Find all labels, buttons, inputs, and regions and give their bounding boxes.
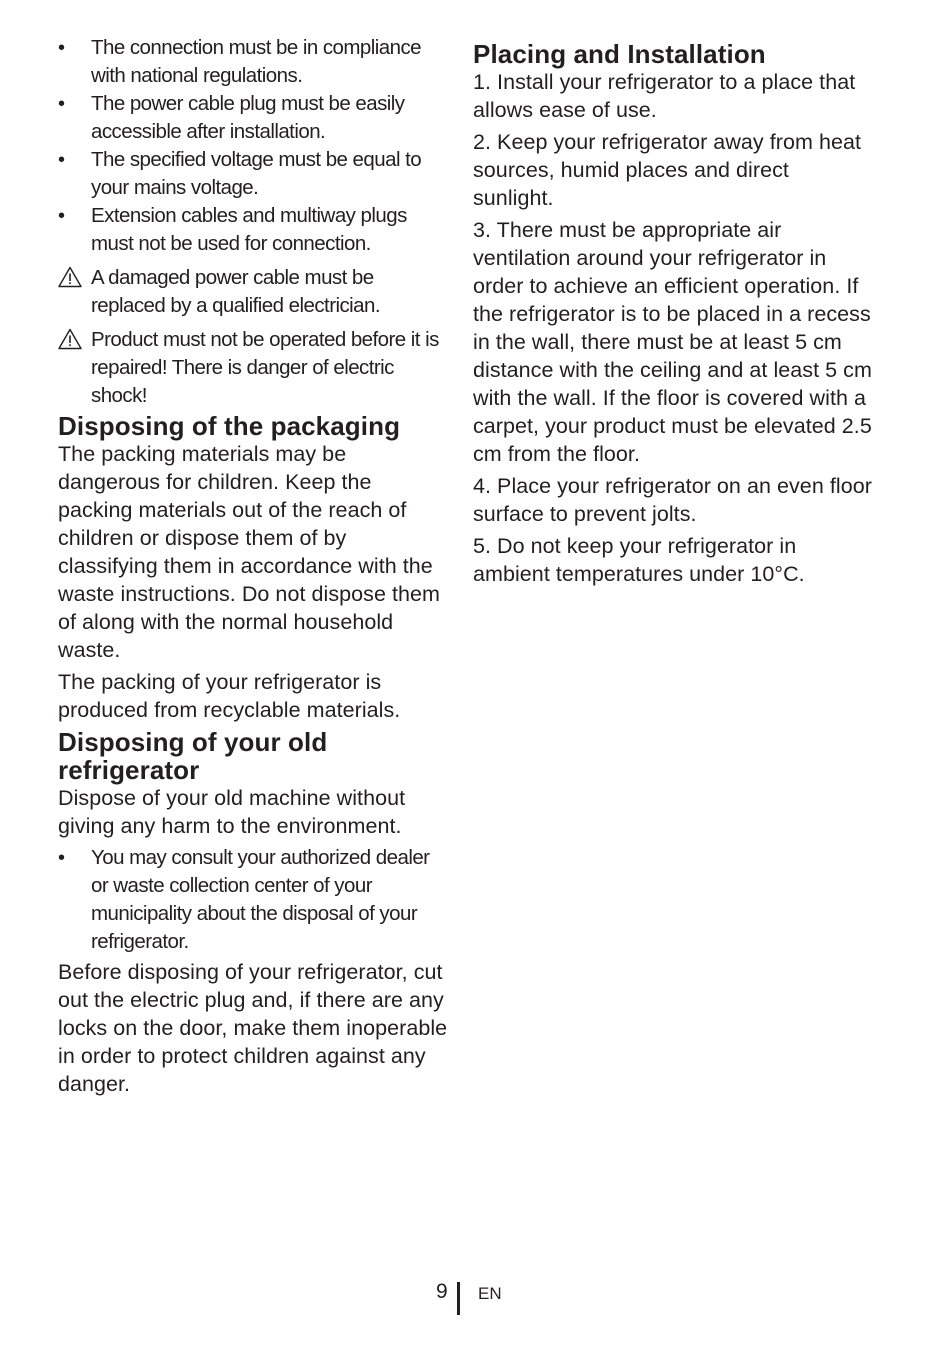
paragraph: Dispose of your old machine without giving any harm to the environment.	[58, 786, 406, 838]
list-item	[58, 34, 450, 90]
list-item-text: The connection must be in compliance with national regulations.	[91, 36, 422, 87]
list-item	[58, 146, 450, 202]
installation-step: 5. Do not keep your refrigerator in ambient temperatures under 10°C.	[473, 534, 805, 586]
left-column	[58, 34, 450, 1102]
page-number: 9	[436, 1280, 448, 1303]
warnings-list	[58, 264, 450, 410]
heading-line: Disposing of your old	[58, 727, 328, 757]
old-refrigerator-section	[58, 728, 450, 1098]
warning-item	[58, 264, 450, 320]
bullet-icon: •	[58, 149, 65, 171]
installation-step: 4. Place your refrigerator on an even floor surface to prevent jolts.	[473, 474, 872, 526]
heading-line: refrigerator	[58, 755, 200, 785]
section-heading	[58, 728, 450, 784]
packaging-section	[58, 412, 450, 724]
warning-text: Product must not be operated before it is repaired! There is danger of electric shock!	[91, 328, 439, 407]
warning-item	[58, 326, 450, 410]
installation-step: 1. Install your refrigerator to a place that allows ease of use.	[473, 70, 856, 122]
bullet-icon: •	[58, 205, 65, 227]
language-code: EN	[478, 1284, 502, 1303]
warning-triangle-icon	[58, 328, 82, 350]
list-item-text: Extension cables and multiway plugs must not be used for connection.	[91, 204, 407, 255]
right-column	[473, 40, 873, 592]
list-item-text: The specified voltage must be equal to your mains voltage.	[91, 148, 422, 199]
list-item-text: The power cable plug must be easily accessible after installation.	[91, 92, 405, 143]
section-heading: Placing and Installation	[473, 39, 766, 69]
bullet-icon: •	[58, 847, 65, 869]
list-item	[58, 202, 450, 258]
section-heading: Disposing of the packaging	[58, 411, 401, 441]
bullet-icon: •	[58, 93, 65, 115]
list-item	[58, 844, 450, 956]
list-item-text: You may consult your authorized dealer or waste collection center of your municipality about the disposal of your refrigerator.	[91, 846, 430, 953]
bullet-icon: •	[58, 37, 65, 59]
paragraph: The packing materials may be dangerous for children. Keep the packing materials out of the reach of children or dispose them of by classifying them in accordance with the waste instructions. Do not dispose them of along with the normal household waste.	[58, 442, 440, 662]
list-item	[58, 90, 450, 146]
page-footer	[0, 1278, 950, 1318]
installation-step: 2. Keep your refrigerator away from heat sources, humid places and direct sunlight.	[473, 130, 861, 210]
paragraph: Before disposing of your refrigerator, cut out the electric plug and, if there are any locks on the door, make them inoperable in order to protect children against any danger.	[58, 960, 448, 1096]
installation-step: 3. There must be appropriate air ventilation around your refrigerator in order to achieve an efficient operation. If the refrigerator is to be placed in a recess in the wall, there must be at least 5 cm distance with the ceiling and at least 5 cm with the wall. If the floor is covered with a carpet, your product must be elevated 2.5 cm from the floor.	[473, 218, 872, 466]
warning-triangle-icon	[58, 266, 82, 288]
warning-text: A damaged power cable must be replaced by a qualified electrician.	[91, 266, 381, 317]
connection-requirements-list	[58, 34, 450, 258]
disposal-list	[58, 844, 450, 956]
footer-divider	[457, 1282, 460, 1315]
paragraph: The packing of your refrigerator is produced from recyclable materials.	[58, 670, 401, 722]
